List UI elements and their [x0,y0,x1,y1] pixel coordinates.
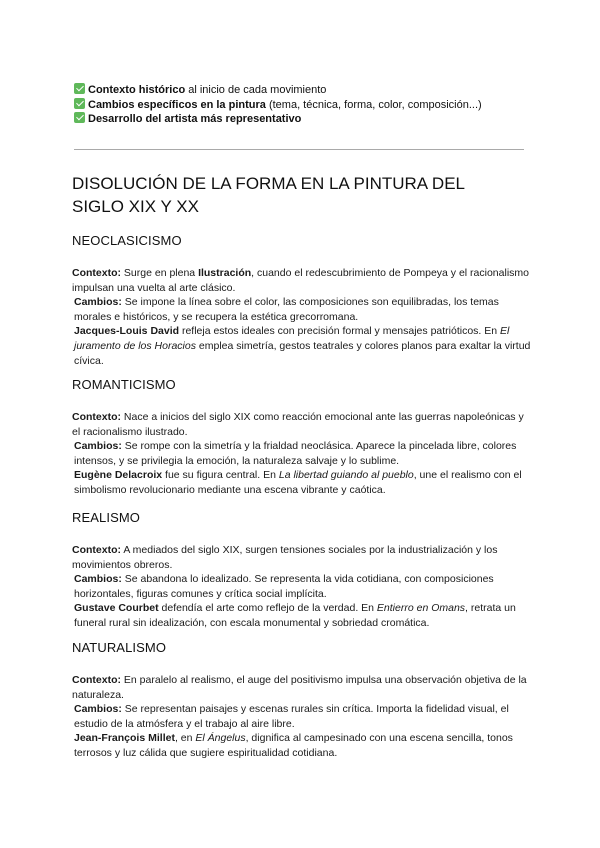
check-mark-icon [74,112,85,123]
artwork-title: La libertad guiando al pueblo [278,469,414,482]
checklist-item-bold: Cambios específicos en la pintura [88,98,266,111]
checklist-item [74,98,534,113]
context-text: En paralelo al realismo, el auge del positivismo impulsa una observación objetiva de la naturaleza. [72,674,527,701]
artist-text: emplea simetría, gestos teatrales y colores planos para exaltar la virtud cívica. [74,339,531,367]
artist-text: , en [174,732,196,745]
context-label: Contexto: [72,544,121,556]
context-paragraph [72,673,532,702]
artist-paragraph [72,601,532,630]
checklist-item-text: (tema, técnica, forma, color, composición...) [265,98,482,111]
context-text: Nace a inicios del siglo XIX como reacción emocional ante las guerras napoleónicas y el racionalismo ilustrado. [72,411,524,438]
artist-name: Gustave Courbet [74,602,159,615]
changes-text: Se rompe con la simetría y la frialdad neoclásica. Aparece la pincelada libre, colores intensos, y se privilegia la emoción, la naturaleza salvaje y lo sublime. [74,440,517,467]
section-romanticismo [72,377,532,498]
context-label: Contexto: [72,674,121,686]
section-realismo [72,510,532,631]
artist-text: fue su figura central. En [162,469,279,482]
checklist-item-bold: Desarrollo del artista más representativo [88,113,302,125]
context-text: A mediados del siglo XIX, surgen tensiones sociales por la industrialización y los movimientos obreros. [72,544,498,571]
context-paragraph [72,266,532,295]
section-heading: NATURALISMO [72,640,167,655]
changes-paragraph [72,295,532,324]
context-label: Contexto: [72,267,121,279]
context-paragraph [72,543,532,572]
context-emphasis: Ilustración [198,267,252,279]
artist-text: refleja estos ideales con precisión formal y mensajes patrióticos. En [179,325,501,338]
context-text: Surge en plena [121,267,199,279]
section-heading: REALISMO [72,510,140,525]
section-heading: NEOCLASICISMO [72,233,182,248]
changes-paragraph [72,572,532,601]
checklist-item [74,83,534,98]
changes-paragraph [72,439,532,468]
artist-text: defendía el arte como reflejo de la verdad. En [158,602,377,615]
check-mark-icon [74,83,85,94]
changes-text: Se abandona lo idealizado. Se representa la vida cotidiana, con composiciones horizontales, figuras comunes y crítica social implícita. [74,573,494,600]
changes-label: Cambios: [74,703,122,716]
section-naturalismo [72,640,532,761]
context-text: , cuando el redescubrimiento de Pompeya y el racionalismo impulsan una vuelta al arte clásico. [72,267,529,294]
artist-name: Jacques-Louis David [74,325,180,338]
check-mark-icon [74,98,85,109]
changes-label: Cambios: [74,440,122,453]
section-neoclasicismo [72,233,532,368]
checklist-item-text: al inicio de cada movimiento [185,84,327,96]
artwork-title: Entierro en Omans [376,602,466,615]
checklist-item [74,112,534,127]
artist-name: Jean-François Millet [74,732,175,745]
artist-text: , dignifica al campesinado con una escena sencilla, tonos terrosos y luz cálida que sugiere espiritualidad cotidiana. [74,732,513,759]
horizontal-divider [74,149,524,150]
context-paragraph [72,410,532,439]
artist-name: Eugène Delacroix [74,469,163,482]
checklist-item-bold: Contexto histórico [88,84,186,96]
artwork-title: El juramento de los Horacios [74,325,510,352]
changes-label: Cambios: [74,296,122,309]
artist-paragraph [72,324,532,368]
artist-text: , une el realismo con el simbolismo revolucionario mediante una escena vibrante y caótica. [74,469,522,496]
context-label: Contexto: [72,411,121,423]
objectives-checklist [74,83,534,127]
section-heading: ROMANTICISMO [72,377,176,392]
changes-text: Se representan paisajes y escenas rurales sin crítica. Importa la fidelidad visual, el estudio de la atmósfera y el trabajo al aire libre. [74,703,509,730]
changes-label: Cambios: [74,573,122,586]
artist-paragraph [72,731,532,760]
changes-text: Se impone la línea sobre el color, las composiciones son equilibradas, los temas morales e históricos, y se recupera la estética grecorromana. [74,296,499,323]
document-title: DISOLUCIÓN DE LA FORMA EN LA PINTURA DEL SIGLO XIX Y XX [72,174,465,216]
artwork-title: El Ángelus [195,732,246,745]
artist-text: , retrata un funeral rural sin idealización, con escala monumental y sobriedad cromática. [74,602,516,629]
artist-paragraph [72,468,532,497]
changes-paragraph [72,702,532,731]
